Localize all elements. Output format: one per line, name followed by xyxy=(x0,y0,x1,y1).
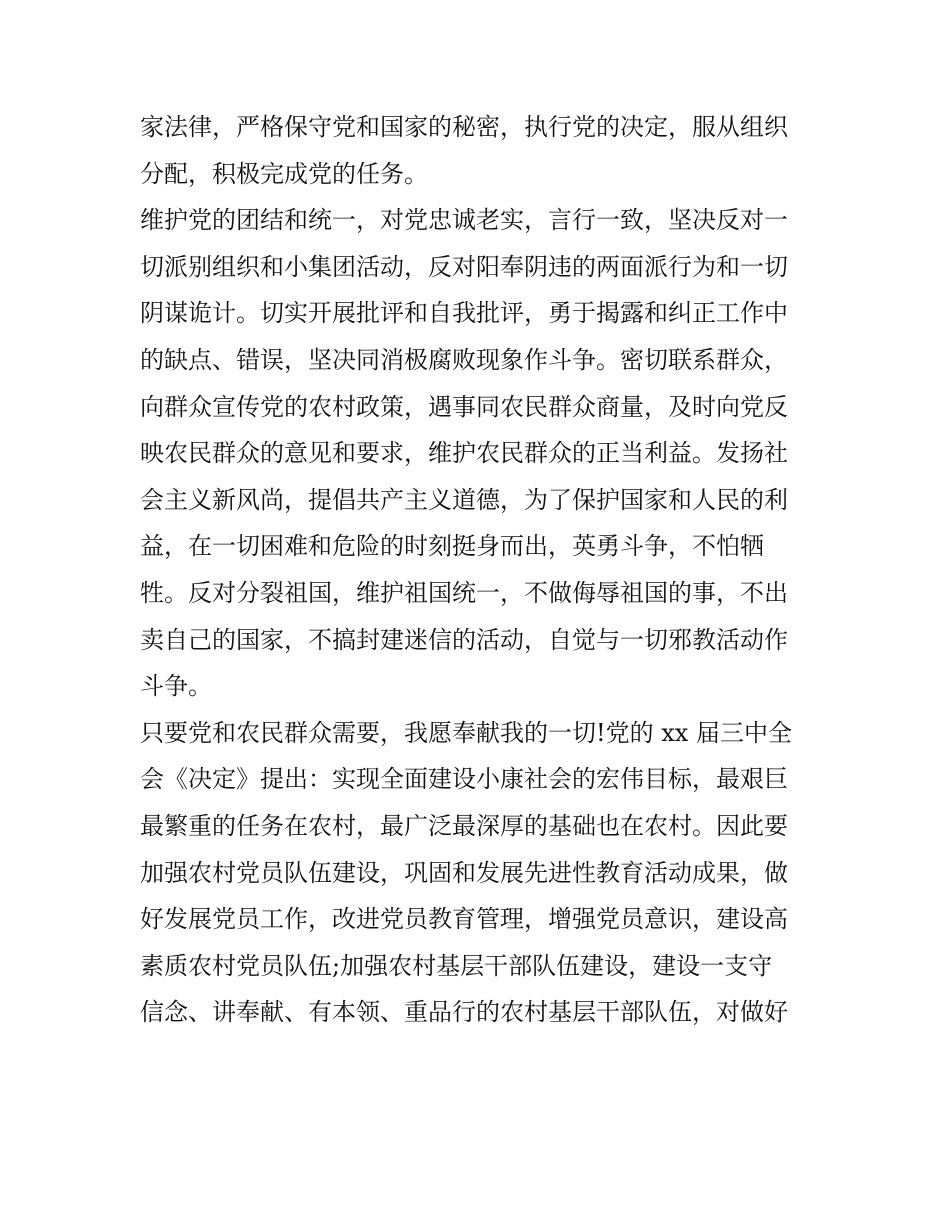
text-line: 只要党和农民群众需要，我愿奉献我的一切!党的 xx 届三中全 xyxy=(140,718,792,747)
text-line: 维护党的团结和统一，对党忠诚老实，言行一致，坚决反对一 xyxy=(140,206,788,235)
text-line: 切派别组织和小集团活动，反对阳奉阴违的两面派行为和一切 xyxy=(140,252,788,281)
document-body xyxy=(140,104,820,1036)
text-line: 分配，积极完成党的任务。 xyxy=(140,159,428,188)
text-line: 信念、讲奉献、有本领、重品行的农村基层干部队伍，对做好 xyxy=(140,998,788,1027)
text-line: 素质农村党员队伍;加强农村基层干部队伍建设，建设一支守 xyxy=(140,951,773,980)
text-line: 家法律，严格保守党和国家的秘密，执行党的决定，服从组织 xyxy=(140,113,788,141)
text-line: 会主义新风尚，提倡共产主义道德，为了保护国家和人民的利 xyxy=(140,485,788,514)
text-line: 向群众宣传党的农村政策，遇事同农民群众商量，及时向党反 xyxy=(140,392,788,421)
text-line: 斗争。 xyxy=(140,672,212,701)
text-line: 益，在一切困难和危险的时刻挺身而出，英勇斗争，不怕牺 xyxy=(140,532,764,561)
text-line: 阴谋诡计。切实开展批评和自我批评，勇于揭露和纠正工作中 xyxy=(140,299,788,328)
text-line: 的缺点、错误，坚决同消极腐败现象作斗争。密切联系群众， xyxy=(140,345,788,374)
text-line: 最繁重的任务在农村，最广泛最深厚的基础也在农村。因此要 xyxy=(140,811,788,840)
text-line: 映农民群众的意见和要求，维护农民群众的正当利益。发扬社 xyxy=(140,439,788,468)
text-line: 会《决定》提出：实现全面建设小康社会的宏伟目标，最艰巨 xyxy=(140,765,788,794)
text-line: 好发展党员工作，改进党员教育管理，增强党员意识，建设高 xyxy=(140,905,788,934)
text-line: 牲。反对分裂祖国，维护祖国统一，不做侮辱祖国的事，不出 xyxy=(140,578,788,607)
text-line: 加强农村党员队伍建设，巩固和发展先进性教育活动成果，做 xyxy=(140,858,788,887)
text-line: 卖自己的国家，不搞封建迷信的活动，自觉与一切邪教活动作 xyxy=(140,625,788,654)
